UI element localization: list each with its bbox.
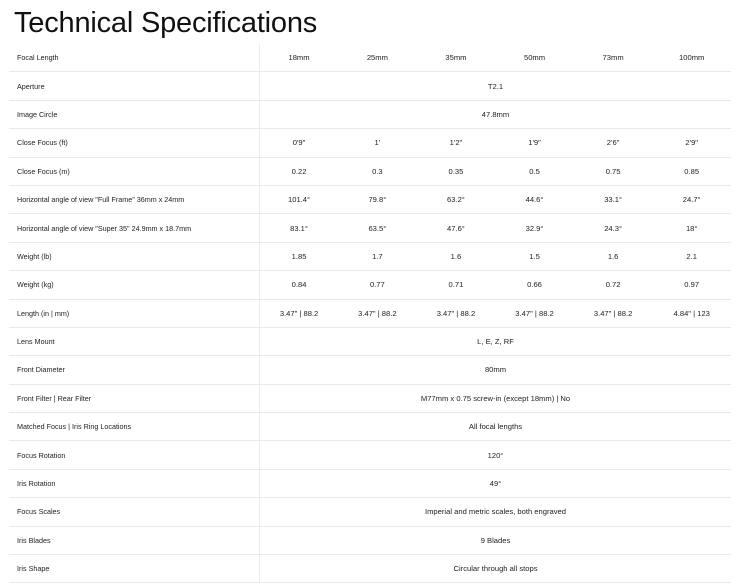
table-row <box>9 526 731 554</box>
spec-table-body <box>9 44 731 583</box>
table-row <box>9 555 731 583</box>
table-row <box>9 413 731 441</box>
spec-value: 1.85 <box>260 242 339 270</box>
table-row <box>9 157 731 185</box>
row-label: Matched Focus | Iris Ring Locations <box>9 413 260 441</box>
table-row <box>9 242 731 270</box>
spec-value: 0.97 <box>652 271 731 299</box>
spec-value: 33.1° <box>574 185 653 213</box>
table-row <box>9 469 731 497</box>
row-label: Close Focus (m) <box>9 157 260 185</box>
spec-value-all: 80mm <box>260 356 732 384</box>
spec-value: 3.47" | 88.2 <box>338 299 417 327</box>
spec-value: 101.4° <box>260 185 339 213</box>
spec-value: 24.3° <box>574 214 653 242</box>
spec-table <box>9 44 731 583</box>
spec-value: 1.6 <box>417 242 496 270</box>
row-label: Focus Rotation <box>9 441 260 469</box>
spec-value-all: M77mm x 0.75 screw-in (except 18mm) | No <box>260 384 732 412</box>
spec-value: 1.7 <box>338 242 417 270</box>
spec-value: 3.47" | 88.2 <box>417 299 496 327</box>
table-row <box>9 214 731 242</box>
spec-value-all: 9 Blades <box>260 526 732 554</box>
row-label: Length (in | mm) <box>9 299 260 327</box>
page-title: Technical Specifications <box>14 7 318 39</box>
spec-value: 0.85 <box>652 157 731 185</box>
spec-value: 2'9" <box>652 129 731 157</box>
spec-value: 0.22 <box>260 157 339 185</box>
row-label: Aperture <box>9 72 260 100</box>
row-label: Lens Mount <box>9 327 260 355</box>
spec-value: 4.84" | 123 <box>652 299 731 327</box>
focal-length-cell: 18mm <box>260 44 339 72</box>
table-row <box>9 441 731 469</box>
spec-value: 0.5 <box>495 157 574 185</box>
row-label: Front Filter | Rear Filter <box>9 384 260 412</box>
spec-value: 2'6" <box>574 129 653 157</box>
table-row <box>9 72 731 100</box>
spec-value: 32.9° <box>495 214 574 242</box>
row-label: Focal Length <box>9 44 260 72</box>
table-row <box>9 384 731 412</box>
spec-value: 79.8° <box>338 185 417 213</box>
row-label: Iris Shape <box>9 555 260 583</box>
focal-length-cell: 73mm <box>574 44 653 72</box>
row-label: Weight (lb) <box>9 242 260 270</box>
table-row <box>9 185 731 213</box>
spec-value: 63.5° <box>338 214 417 242</box>
spec-value: 1' <box>338 129 417 157</box>
spec-value: 3.47" | 88.2 <box>260 299 339 327</box>
spec-value: 3.47" | 88.2 <box>495 299 574 327</box>
spec-value: 0.77 <box>338 271 417 299</box>
spec-value: 0.75 <box>574 157 653 185</box>
focal-length-cell: 25mm <box>338 44 417 72</box>
spec-value: 1'9" <box>495 129 574 157</box>
spec-value: 63.2° <box>417 185 496 213</box>
row-label: Weight (kg) <box>9 271 260 299</box>
spec-value: 2.1 <box>652 242 731 270</box>
spec-value: 24.7° <box>652 185 731 213</box>
row-label: Focus Scales <box>9 498 260 526</box>
row-label: Horizontal angle of view "Super 35" 24.9mm x 18.7mm <box>9 214 260 242</box>
table-row-header <box>9 44 731 72</box>
spec-value-all: Circular through all stops <box>260 555 732 583</box>
table-row <box>9 356 731 384</box>
focal-length-cell: 100mm <box>652 44 731 72</box>
row-label: Iris Rotation <box>9 469 260 497</box>
spec-value: 47.6° <box>417 214 496 242</box>
row-label: Image Circle <box>9 100 260 128</box>
focal-length-cell: 50mm <box>495 44 574 72</box>
spec-value: 18° <box>652 214 731 242</box>
row-label: Horizontal angle of view "Full Frame" 36mm x 24mm <box>9 185 260 213</box>
table-row <box>9 271 731 299</box>
focal-length-cell: 35mm <box>417 44 496 72</box>
spec-value: 0.35 <box>417 157 496 185</box>
spec-value: 1'2" <box>417 129 496 157</box>
spec-value: 1.6 <box>574 242 653 270</box>
spec-value-all: 47.8mm <box>260 100 732 128</box>
table-row <box>9 327 731 355</box>
spec-value-all: T2.1 <box>260 72 732 100</box>
spec-value-all: L, E, Z, RF <box>260 327 732 355</box>
table-row <box>9 299 731 327</box>
spec-value: 0.71 <box>417 271 496 299</box>
table-row <box>9 129 731 157</box>
spec-value: 0.72 <box>574 271 653 299</box>
spec-value-all: Imperial and metric scales, both engraved <box>260 498 732 526</box>
spec-value: 0.66 <box>495 271 574 299</box>
spec-value-all: 120° <box>260 441 732 469</box>
spec-value: 44.6° <box>495 185 574 213</box>
spec-value-all: All focal lengths <box>260 413 732 441</box>
spec-value: 3.47" | 88.2 <box>574 299 653 327</box>
spec-value: 1.5 <box>495 242 574 270</box>
row-label: Iris Blades <box>9 526 260 554</box>
table-row <box>9 498 731 526</box>
table-row <box>9 100 731 128</box>
spec-value-all: 49° <box>260 469 732 497</box>
spec-value: 83.1° <box>260 214 339 242</box>
spec-value: 0.84 <box>260 271 339 299</box>
spec-value: 0'9" <box>260 129 339 157</box>
spec-value: 0.3 <box>338 157 417 185</box>
row-label: Close Focus (ft) <box>9 129 260 157</box>
row-label: Front Diameter <box>9 356 260 384</box>
